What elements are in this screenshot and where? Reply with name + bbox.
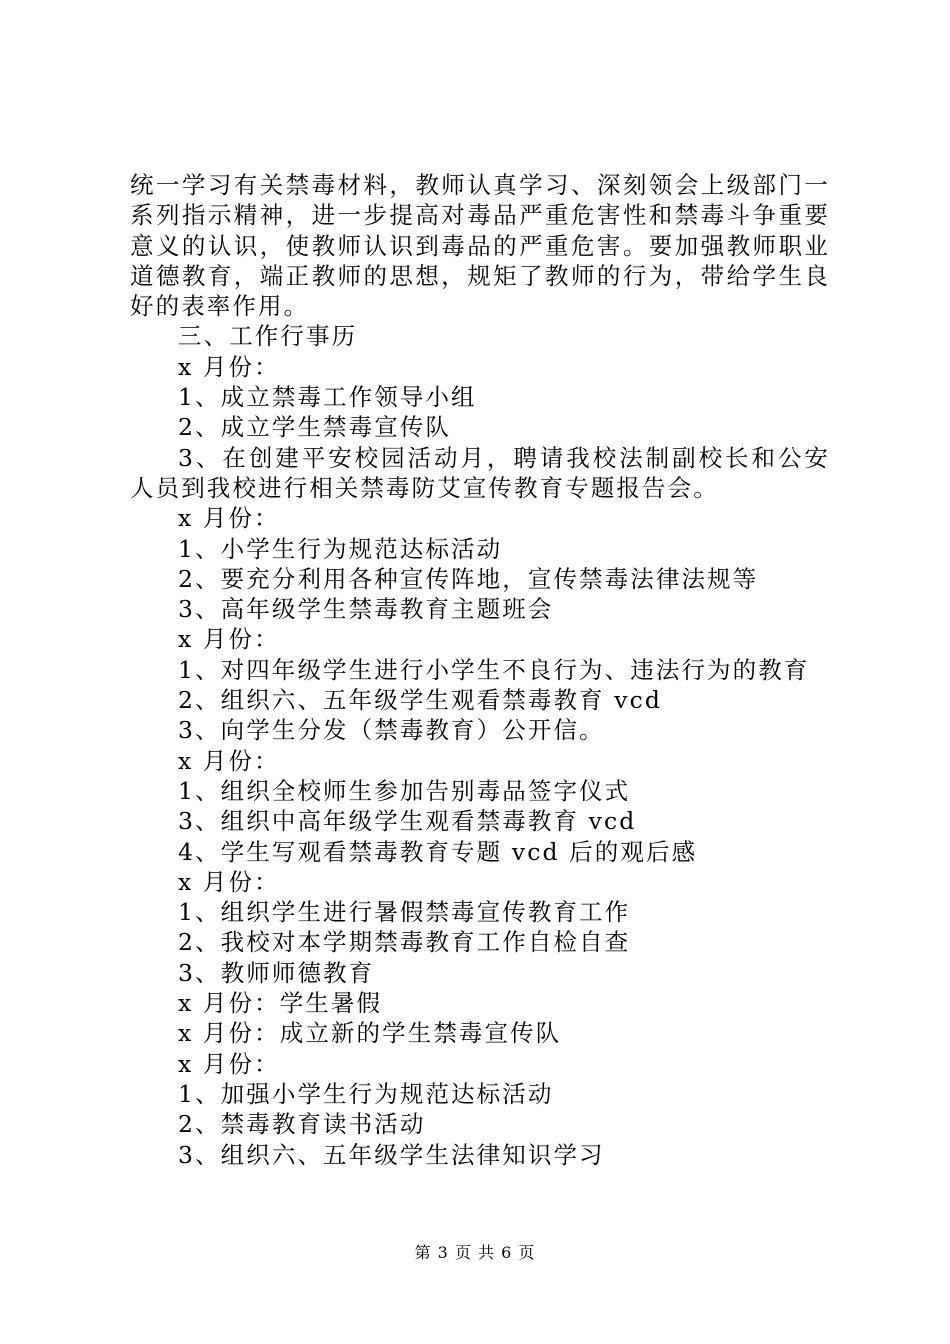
schedule-line: 2、成立学生禁毒宣传队 <box>178 413 452 442</box>
page-number-footer: 第 3 页 共 6 页 <box>414 1243 536 1262</box>
schedule-line: 1、加强小学生行为规范达标活动 <box>178 1079 554 1108</box>
schedule-line: 2、禁毒教育读书活动 <box>178 1110 426 1139</box>
schedule-line: x 月份：学生暑假 <box>178 989 383 1018</box>
schedule-line: x 月份： <box>178 625 280 654</box>
schedule-line: 2、要充分利用各种宣传阵地，宣传禁毒法律法规等 <box>178 564 759 593</box>
schedule-line: 1、对四年级学生进行小学生不良行为、违法行为的教育 <box>178 655 810 684</box>
schedule-line: x 月份： <box>178 867 280 896</box>
schedule-line: 2、组织六、五年级学生观看禁毒教育 vcd <box>178 686 663 715</box>
schedule-line: 3、向学生分发（禁毒教育）公开信。 <box>178 716 605 745</box>
schedule-line: 3、组织六、五年级学生法律知识学习 <box>178 1140 605 1169</box>
document-body <box>130 170 830 1170</box>
schedule-line: 1、组织全校师生参加告别毒品签字仪式 <box>178 776 631 805</box>
schedule-line: x 月份： <box>178 352 280 381</box>
schedule-line: x 月份： <box>178 1049 280 1078</box>
schedule-line: 3、在创建平安校园活动月，聘请我校法制副校长和公安人员到我校进行相关禁毒防艾宣传教育专题报告会。 <box>130 443 830 502</box>
intro-paragraph: 统一学习有关禁毒材料，教师认真学习、深刻领会上级部门一系列指示精神，进一步提高对毒品严重危害性和禁毒斗争重要意义的认识，使教师认识到毒品的严重危害。要加强教师职业道德教育，端正教师的思想，规矩了教师的行为，带给学生良好的表率作用。 <box>130 171 830 321</box>
schedule-line: x 月份： <box>178 746 280 775</box>
schedule-line: 3、高年级学生禁毒教育主题班会 <box>178 595 554 624</box>
schedule-line: 4、学生写观看禁毒教育专题 vcd 后的观后感 <box>178 837 698 866</box>
schedule-line: 1、小学生行为规范达标活动 <box>178 534 503 563</box>
schedule-line: x 月份：成立新的学生禁毒宣传队 <box>178 1019 562 1048</box>
schedule-line: 1、组织学生进行暑假禁毒宣传教育工作 <box>178 898 631 927</box>
schedule-line: x 月份： <box>178 504 280 533</box>
schedule-line: 3、教师师德教育 <box>178 958 375 987</box>
section-heading: 三、工作行事历 <box>178 322 358 351</box>
schedule-line: 1、成立禁毒工作领导小组 <box>178 383 477 412</box>
schedule-line: 3、组织中高年级学生观看禁毒教育 vcd <box>178 807 637 836</box>
schedule-line: 2、我校对本学期禁毒教育工作自检自查 <box>178 928 631 957</box>
